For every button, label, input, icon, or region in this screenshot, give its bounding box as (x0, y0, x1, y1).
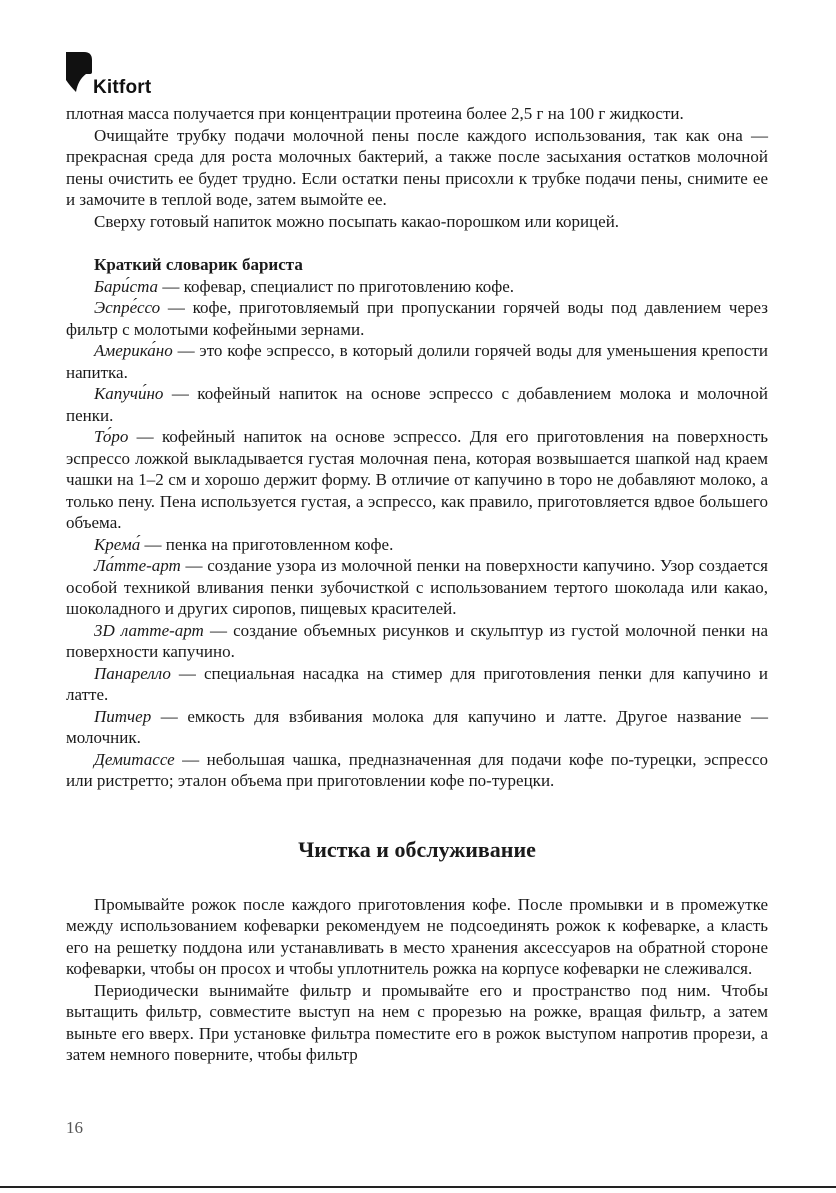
spacer (66, 232, 768, 254)
glossary-definition: — кофейный напиток на основе эспрессо. Для его приготовления на поверхность эспрессо ложкой выкладывается густая молочная пена, которая возвышается шапкой над краем чашки на 1–2 см и хорошо держит форму. В отличие от капучино в торо не добавляют молоко, а только пену. Пена используется густая, а эспрессо, как правило, приготовляется вдвое большего объема. (66, 427, 768, 532)
glossary-term: 3D латте-арт (94, 620, 204, 640)
spacer (66, 792, 768, 836)
brand-name: Kitfort (93, 77, 152, 98)
glossary-definition: — специальная насадка на стимер для приготовления пенки для капучино и латте. (66, 663, 768, 704)
paragraph: плотная масса получается при концентрации протеина более 2,5 г на 100 г жидкости. (66, 104, 684, 123)
glossary-term: Эспре́ссо (94, 298, 161, 317)
glossary-entry (66, 620, 768, 663)
kitfort-logo-mark-icon (64, 50, 94, 94)
glossary-term: Капучи́но (94, 384, 164, 403)
glossary-term: Америка́но (94, 341, 173, 360)
glossary-entry (66, 749, 768, 792)
glossary-term: Демитассе (94, 749, 175, 769)
glossary-definition: — кофейный напиток на основе эспрессо с добавлением молока и молочной пенки. (66, 384, 768, 425)
glossary-definition: — кофевар, специалист по приготовлению кофе. (158, 276, 515, 296)
glossary-entry (66, 297, 768, 340)
glossary-term: Крема́ (94, 534, 141, 554)
glossary-term: Бари́ста (94, 276, 159, 296)
glossary-term: Ла́тте-арт (94, 556, 181, 575)
glossary-definition: — кофе, приготовляемый при пропускании горячей воды под давлением через фильтр с молотыми кофейными зернами. (66, 298, 768, 339)
glossary-term: Панарелло (94, 663, 171, 683)
glossary-definition: — создание объемных рисунков и скульптур из густой молочной пенки на поверхности капучино. (66, 620, 768, 661)
paragraph: Периодически вынимайте фильтр и промывайте его и пространство под ним. Чтобы вытащить фильтр, совместите выступ на нем с прорезью на рожке, вращая фильтр, а затем выньте его вверх. При установке фильтра поместите его в рожок выступом напротив прорези, а затем немного поверните, чтобы фильтр (66, 980, 768, 1064)
page-content (66, 103, 768, 1066)
glossary-title: Краткий словарик бариста (94, 255, 303, 274)
paragraph: Очищайте трубку подачи молочной пены после каждого использования, так как она — прекрасная среда для роста молочных бактерий, а также после засыхания остатков молочной пены очистить ее будет трудно. Если остатки пены присохли к трубке подачи пены, снимите ее и замочите в теплой воде, затем вымойте ее. (66, 125, 768, 209)
glossary-entry (66, 706, 768, 749)
glossary-term: Питчер (94, 706, 152, 726)
glossary-entry (66, 534, 768, 556)
glossary-entry (66, 663, 768, 706)
section-title: Чистка и обслуживание (298, 836, 536, 862)
glossary-definition: — это кофе эспрессо, в который долили горячей воды для уменьшения крепости напитка. (66, 341, 768, 382)
glossary-entry (66, 276, 768, 298)
glossary-entry (66, 555, 768, 620)
glossary-term: То́ро (94, 427, 129, 446)
bottom-rule (0, 1186, 836, 1188)
brand-logo (64, 46, 174, 98)
glossary-entry (66, 340, 768, 383)
glossary-entry (66, 426, 768, 534)
glossary-definition: — пенка на приготовленном кофе. (140, 534, 394, 554)
paragraph: Сверху готовый напиток можно посыпать какао-порошком или корицей. (94, 211, 620, 231)
page-number: 16 (66, 1118, 83, 1137)
glossary-definition: — создание узора из молочной пенки на поверхности капучино. Узор создается особой техникой вливания пенки зубочисткой с использованием тертого шоколада или какао, шоколадного и других сиропов, пищевых красителей. (66, 556, 768, 618)
glossary-entry (66, 383, 768, 426)
spacer (66, 864, 768, 894)
glossary-definition: — емкость для взбивания молока для капучино и латте. Другое название — молочник. (66, 706, 768, 747)
paragraph: Промывайте рожок после каждого приготовления кофе. После промывки и в промежутке между использованием кофеварки рекомендуем не подсоединять рожок к кофеварке, а класть его на решетку поддона или устанавливать в место хранения аксессуаров на обратной стороне кофеварки, чтобы он просох и чтобы уплотнитель рожка на корпусе кофеварки не слеживался. (66, 894, 768, 978)
glossary-definition: — небольшая чашка, предназначенная для подачи кофе по-турецки, эспрессо или ристретто; эталон объема при приготовлении кофе по-турецки. (66, 749, 768, 790)
